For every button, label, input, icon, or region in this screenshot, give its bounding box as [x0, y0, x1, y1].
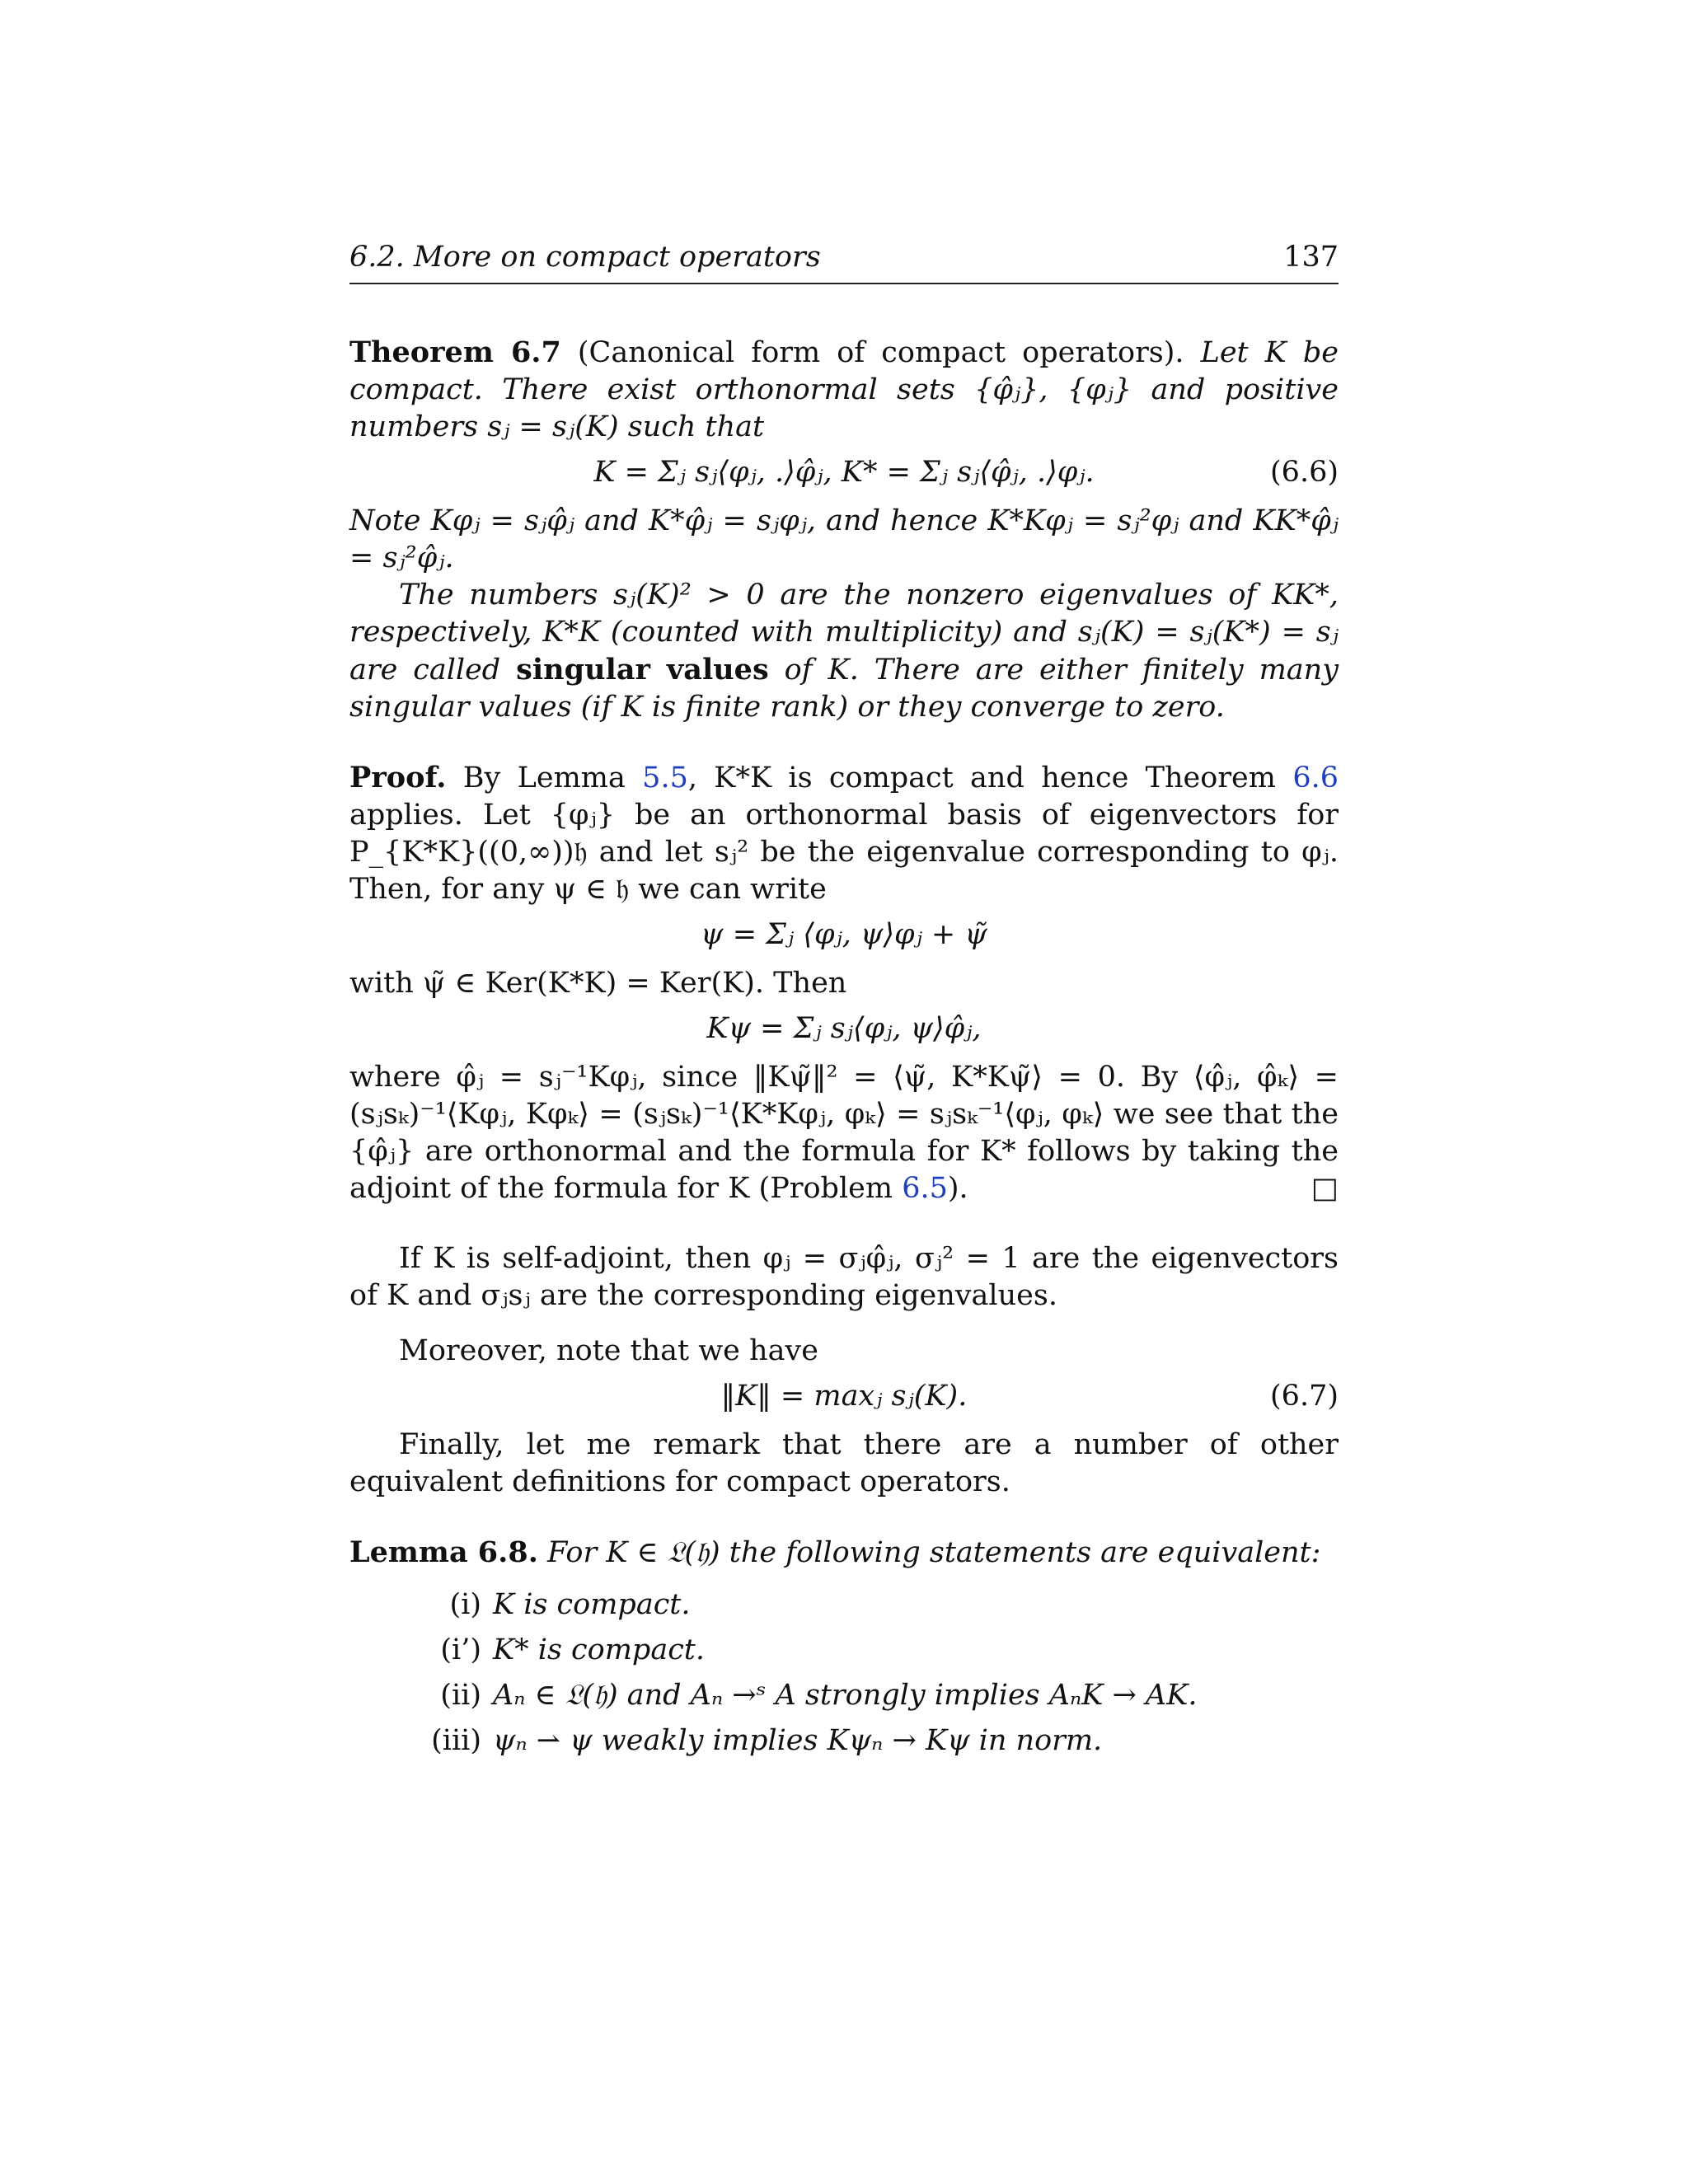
- list-item-text: K* is compact.: [493, 1633, 705, 1666]
- lemma-statement: For K ∈ 𝔏(𝔥) the following statements are equivalent:: [547, 1536, 1321, 1569]
- equation-6-7: [349, 1378, 1339, 1415]
- proof-equation-kpsi-formula: Kψ = Σⱼ sⱼ⟨φⱼ, ψ⟩φ̂ⱼ,: [706, 1012, 982, 1045]
- singular-values-paragraph: [349, 577, 1339, 726]
- page: [349, 239, 1339, 1768]
- proof-equation-kpsi: [349, 1010, 1339, 1047]
- theorem-statement: Let K be compact. There exist orthonormal sets {φ̂ⱼ}, {φⱼ} and positive numbers sⱼ = sⱼ(K) such that: [349, 336, 1339, 443]
- self-adjoint-remark: If K is self-adjoint, then φⱼ = σⱼφ̂ⱼ, σⱼ² = 1 are the eigenvectors of K and σⱼsⱼ are the corresponding eigenvalues.: [349, 1242, 1339, 1312]
- list-item-label: (iii): [431, 1724, 481, 1757]
- list-item: [415, 1586, 1339, 1624]
- singular-values-text-after: of K. There are either finitely many singular values (if K is finite rank) or they converge to zero.: [349, 654, 1339, 724]
- equation-6-7-formula: ‖K‖ = maxⱼ sⱼ(K).: [720, 1380, 968, 1413]
- lemma-block: [349, 1534, 1339, 1572]
- lemma-5-5-link[interactable]: 5.5: [642, 762, 688, 794]
- proof-text-kernel: with ψ̃ ∈ Ker(K*K) = Ker(K). Then: [349, 967, 847, 1000]
- proof-text: , K*K is compact and hence Theorem: [687, 762, 1276, 794]
- proof-text: where φ̂ⱼ = sⱼ⁻¹Kφⱼ, since ‖Kψ̃‖² = ⟨ψ̃, K*Kψ̃⟩ = 0. By ⟨φ̂ⱼ, φ̂ₖ⟩ = (sⱼsₖ)⁻¹⟨Kφⱼ, Kφₖ⟩ = (sⱼsₖ)⁻¹⟨K*Kφⱼ, φₖ⟩ = sⱼsₖ⁻¹⟨φⱼ, φₖ⟩ we see that the {φ̂ⱼ} are orthonormal and the formula for K* follows by taking the adjoint of the formula for K (Problem: [349, 1061, 1339, 1205]
- problem-6-5-link[interactable]: 6.5: [902, 1172, 948, 1205]
- lemma-items: [415, 1586, 1339, 1760]
- list-item: [415, 1677, 1339, 1714]
- proof-conclusion: [349, 1059, 1339, 1207]
- lemma-label: Lemma 6.8.: [349, 1535, 538, 1569]
- equation-6-6: [349, 454, 1339, 491]
- theorem-block: [349, 334, 1339, 446]
- proof-paragraph: [349, 759, 1339, 908]
- list-item: [415, 1722, 1339, 1760]
- theorem-title: (Canonical form of compact operators).: [577, 336, 1184, 369]
- theorem-label: Theorem 6.7: [349, 335, 561, 369]
- proof-equation-psi: [349, 916, 1339, 954]
- equivalent-definitions-remark: Finally, let me remark that there are a number of other equivalent definitions for compact operators.: [349, 1428, 1339, 1498]
- proof-text: By Lemma: [462, 762, 626, 794]
- list-item-text: ψₙ ⇀ ψ weakly implies Kψₙ → Kψ in norm.: [493, 1724, 1103, 1757]
- equation-6-6-formula: K = Σⱼ sⱼ⟨φⱼ, .⟩φ̂ⱼ, K* = Σⱼ sⱼ⟨φ̂ⱼ, .⟩φⱼ.: [593, 456, 1095, 489]
- proof-label: Proof.: [349, 761, 447, 794]
- list-item-text: K is compact.: [493, 1588, 691, 1621]
- page-number: 137: [1283, 241, 1339, 274]
- running-header: [349, 239, 1339, 284]
- list-item-text: Aₙ ∈ 𝔏(𝔥) and Aₙ →ˢ A strongly implies AₙK → AK.: [493, 1679, 1198, 1712]
- list-item-label: (i’): [440, 1633, 481, 1666]
- list-item-label: (ii): [440, 1679, 481, 1712]
- section-title: 6.2. More on compact operators: [349, 241, 821, 274]
- proof-text: ).: [947, 1172, 968, 1205]
- theorem-6-6-link[interactable]: 6.6: [1292, 762, 1339, 794]
- equation-6-7-number: (6.7): [1270, 1380, 1339, 1413]
- proof-equation-psi-formula: ψ = Σⱼ ⟨φⱼ, ψ⟩φⱼ + ψ̃: [701, 918, 987, 951]
- list-item: [415, 1632, 1339, 1669]
- proof-text: applies. Let {φⱼ} be an orthonormal basis of eigenvectors for P_{K*K}((0,∞))𝔥 and let sⱼ² be the eigenvalue corresponding to φⱼ. Then, for any ψ ∈ 𝔥 we can write: [349, 799, 1339, 906]
- qed-icon: □: [1311, 1172, 1339, 1205]
- equation-6-6-number: (6.6): [1270, 456, 1339, 489]
- theorem-note: Note Kφⱼ = sⱼφ̂ⱼ and K*φ̂ⱼ = sⱼφⱼ, and hence K*Kφⱼ = sⱼ²φⱼ and KK*φ̂ⱼ = sⱼ²φ̂ⱼ.: [349, 504, 1339, 574]
- singular-values-term: singular values: [516, 653, 769, 687]
- moreover-remark: Moreover, note that we have: [399, 1334, 818, 1367]
- list-item-label: (i): [449, 1588, 481, 1621]
- singular-values-text-before: The numbers sⱼ(K)² > 0 are the nonzero eigenvalues of KK*, respectively, K*K (counted with multiplicity) and sⱼ(K) = sⱼ(K*) = sⱼ are called: [349, 579, 1339, 687]
